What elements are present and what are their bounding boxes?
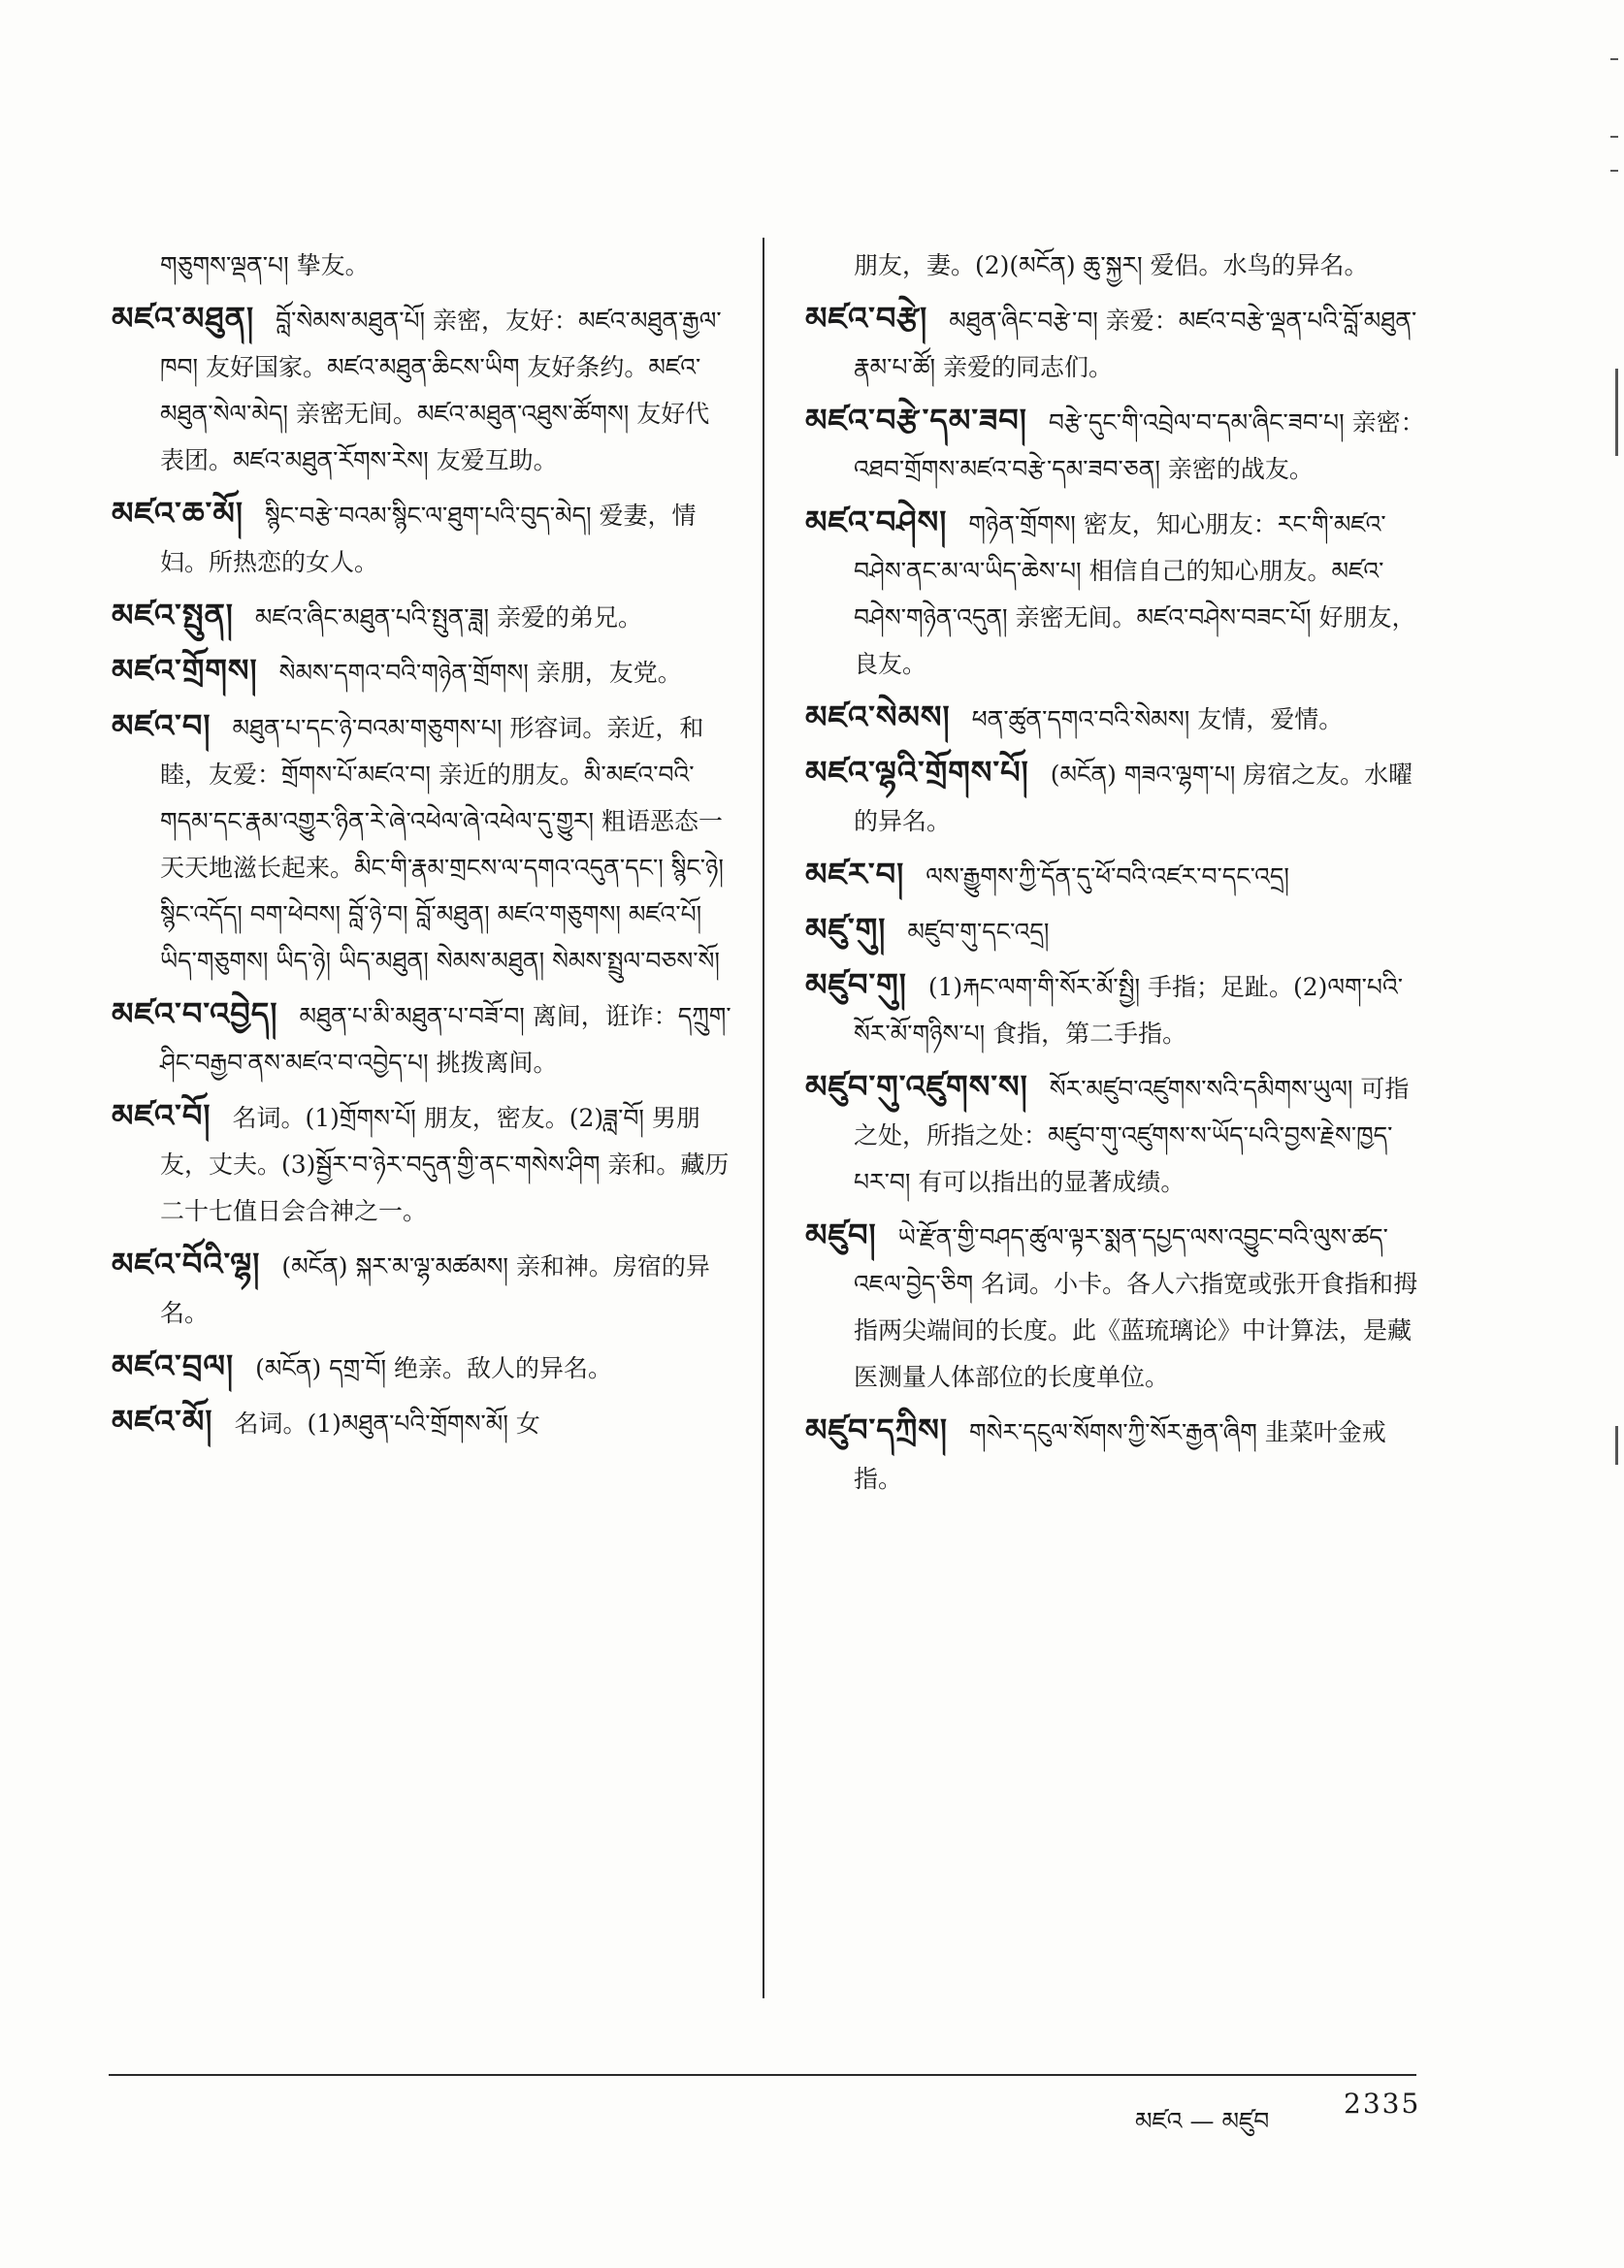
dictionary-entry <box>805 906 1426 956</box>
entry-definition: (1)རྐང་ལག་གི་སོར་མོ་སྤྱི། 手指；足趾。(2)ལག་པའི་སོར་མོ་གཉིས་པ། 食指，第二手指。 <box>854 973 1403 1048</box>
dictionary-entry <box>112 702 732 985</box>
dictionary-entry <box>112 1092 732 1235</box>
scan-edge-marks <box>1601 0 1620 2268</box>
dictionary-entry <box>112 990 732 1086</box>
entry-definition: བརྩེ་དུང་གི་འབྲེལ་བ་དམ་ཞིང་ཟབ་པ། 亲密：འཐབ་གྲོགས་མཛའ་བརྩེ་དམ་ཟབ་ཅན། 亲密的战友。 <box>854 408 1425 483</box>
entry-definition: གསེར་དངུལ་སོགས་ཀྱི་སོར་རྒྱན་ཞིག 韭菜叶金戒指。 <box>854 1418 1386 1493</box>
dictionary-entry <box>112 1398 732 1447</box>
entry-definition: 名词。(1)མཐུན་པའི་གྲོགས་མོ། 女 <box>234 1409 540 1438</box>
entry-definition: གཉེན་གྲོགས། 密友，知心朋友：རང་གི་མཛའ་བཤེས་ནང་མ་ལ་ཡིད་ཆེས་པ། 相信自己的知心朋友。མཛའ་བཤེས་གཉེན་འདུན། 亲密无间。མཛའ་བཤེས་བཟང་པོ། 好朋友，良友。 <box>854 510 1416 678</box>
dictionary-entry <box>805 961 1426 1057</box>
dictionary-entry <box>805 1063 1426 1206</box>
entry-headword: མཛུབ། <box>805 1216 877 1253</box>
entry-definition: ལས་རྒྱུགས་ཀྱི་དོན་དུ་ཕོ་བའི་འཛར་བ་དང་འདྲ། <box>926 862 1289 891</box>
dictionary-entry <box>805 295 1426 391</box>
entry-headword: མཛའ་ཆ་མོ། <box>112 495 244 532</box>
entry-definition: (མངོན) སྐར་མ་ལྷ་མཚམས། 亲和神。房宿的异名。 <box>160 1252 710 1327</box>
column-divider <box>763 238 764 1998</box>
entry-headword: མཛའ་སྤུན། <box>112 597 234 633</box>
entry-headword: མཛའ་གྲོགས། <box>112 652 258 689</box>
entry-headword: མཛའ་མཐུན། <box>112 300 255 337</box>
entry-definition: སོར་མཛུབ་འཛུགས་སའི་དམིགས་ཡུལ། 可指之处，所指之处：མཛུབ་གུ་འཛུགས་ས་ཡོད་པའི་བྱས་རྗེས་ཁྱད་པར་བ། 有可以指出的显著成绩。 <box>854 1075 1410 1196</box>
entry-definition: གཅུགས་ལྡན་པ། 挚友。 <box>160 251 370 279</box>
dictionary-entry <box>805 851 1426 900</box>
dictionary-entry <box>112 1343 732 1392</box>
entry-headword: མཛའ་བརྩེ་དམ་ཟབ། <box>805 402 1027 438</box>
entry-headword: མཛའ་མོ། <box>112 1403 213 1440</box>
entry-definition: བློ་སེམས་མཐུན་པོ། 亲密，友好：མཛའ་མཐུན་རྒྱལ་ཁབ། 友好国家。མཛའ་མཐུན་ཆིངས་ཡིག 友好条约。མཛའ་མཐུན་སེལ་མེད། 亲密无间。མཛའ་མཐུན་འཐུས་ཚོགས། 友好代表团。མཛའ་མཐུན་རོགས་རེས། 友爱互助。 <box>160 307 722 474</box>
dictionary-entry <box>112 295 732 484</box>
dictionary-entry <box>805 749 1426 845</box>
entry-headword: མཛའ་ལྷའི་གྲོགས་པོ། <box>805 754 1029 791</box>
entry-headword: མཛའ་བ་འབྱེད། <box>112 995 278 1032</box>
dictionary-entry <box>112 490 732 586</box>
entry-definition: ཡེ་རྫོན་གྱི་བཤད་ཚུལ་ལྟར་སྨན་དཔྱད་ལས་འབྱུང་བའི་ལུས་ཚད་འཇལ་བྱེད་ཅིག 名词。小卡。各人六指宽或张开食指和拇指两尖端间的长度。此《蓝琉璃论》中计算法，是藏医测量人体部位的长度单位。 <box>854 1223 1418 1391</box>
entry-definition: མཛའ་ཞིང་མཐུན་པའི་སྤུན་ཟླ། 亲爱的弟兄。 <box>254 603 643 632</box>
entry-definition: (མངོན) དགྲ་བོ། 绝亲。敌人的异名。 <box>255 1354 613 1382</box>
dictionary-entry <box>805 694 1426 743</box>
page-number: 2335 <box>1344 2088 1421 2120</box>
entry-definition: མཐུན་ཞིང་བརྩེ་བ། 亲爱：མཛའ་བརྩེ་ལྡན་པའི་བློ་མཐུན་རྣམ་པ་ཚོ། 亲爱的同志们。 <box>854 307 1417 381</box>
entry-headword: མཛའ་སེམས། <box>805 698 951 735</box>
dictionary-entry <box>805 1407 1426 1503</box>
entry-headword: མཛུབ་གུ་འཛུགས་ས། <box>805 1068 1028 1105</box>
dictionary-entry <box>805 243 1426 289</box>
entry-headword: མཛུབ་དཀྲིས། <box>805 1411 948 1448</box>
dictionary-entry <box>112 243 732 289</box>
entry-definition: 名词。(1)གྲོགས་པོ། 朋友，密友。(2)ཟླ་བོ། 男朋友，丈夫。(3)སྦྱོར་བ་ཉེར་བདུན་གྱི་ནང་གསེས་ཤིག 亲和。藏历二十七值日会合神之一。 <box>160 1104 730 1225</box>
entry-definition: མཐུན་པ་དང་ཉེ་བའམ་གཅུགས་པ། 形容词。亲近，和睦，友爱：གྲོགས་པོ་མཛའ་བ། 亲近的朋友。མི་མཛའ་བའི་གདམ་དང་རྣམ་འགྱུར་ཉིན་རེ་ཞེ་འཕེལ་ཞེ་འཕེལ་དུ་གྱུར། 粗语恶态一天天地滋长起来。མིང་གི་རྣམ་གྲངས་ལ་དགའ་འདུན་དང་། སྙིང་ཉེ། སྙིང་འདོད། བག་ཕེབས། བློ་ཉེ་བ། བློ་མཐུན། མཛའ་གཅུགས། མཛའ་པོ། ཡིད་གཅུགས། ཡིད་ཉེ། ཡིད་མཐུན། སེམས་མཐུན། སེམས་སྤྲུལ་བཅས་སོ། <box>160 714 724 975</box>
dictionary-entry <box>112 647 732 697</box>
entry-headword: མཛའ་བོའི་ལྷ། <box>112 1246 261 1282</box>
dictionary-entry <box>805 397 1426 493</box>
dictionary-entry <box>112 1241 732 1337</box>
entry-headword: མཛའ་བརྩེ། <box>805 300 928 337</box>
entry-definition: ཕན་ཚུན་དགའ་བའི་སེམས། 友情，爱情。 <box>971 705 1344 733</box>
entry-definition: (མངོན) གཟའ་ལྷག་པ། 房宿之友。水曜的异名。 <box>854 761 1413 835</box>
entry-headword: མཛའ་བོ། <box>112 1097 211 1134</box>
entry-definition: སེམས་དགའ་བའི་གཉེན་གྲོགས། 亲朋，友党。 <box>278 659 682 687</box>
running-head: མཛའ — མཛུབ <box>1135 2107 1270 2135</box>
entry-definition: 朋友，妻。(2)(མངོན) ཆུ་སྐྱར། 爱侣。水鸟的异名。 <box>854 251 1369 279</box>
dictionary-entry <box>805 499 1426 688</box>
entry-headword: མཛའ་བཤེས། <box>805 503 948 540</box>
dictionary-entry <box>805 1212 1426 1401</box>
entry-definition: སྙིང་བརྩེ་བའམ་སྙིང་ལ་ཐུག་པའི་བུད་མེད། 爱妻，情妇。所热恋的女人。 <box>160 502 697 576</box>
entry-definition: མཐུན་པ་མི་མཐུན་པ་བཟོ་བ། 离间，诳诈：དཀྲུག་ཤིང་བརྒྱབ་ནས་མཛའ་བ་འབྱེད་པ། 挑拨离间。 <box>160 1002 731 1077</box>
entry-headword: མཛར་བ། <box>805 856 905 892</box>
entry-headword: མཛུབ་གུ། <box>805 966 907 1003</box>
dictionary-entry <box>112 592 732 641</box>
footer-rule <box>109 2074 1416 2076</box>
entry-headword: མཛུ་གུ། <box>805 911 887 948</box>
entry-headword: མཛའ་བ། <box>112 707 211 744</box>
entry-headword: མཛའ་བྲལ། <box>112 1347 235 1384</box>
entry-definition: མཛུབ་གུ་དང་འདྲ། <box>907 918 1050 946</box>
right-column <box>805 243 1426 1508</box>
left-column <box>112 243 732 1453</box>
